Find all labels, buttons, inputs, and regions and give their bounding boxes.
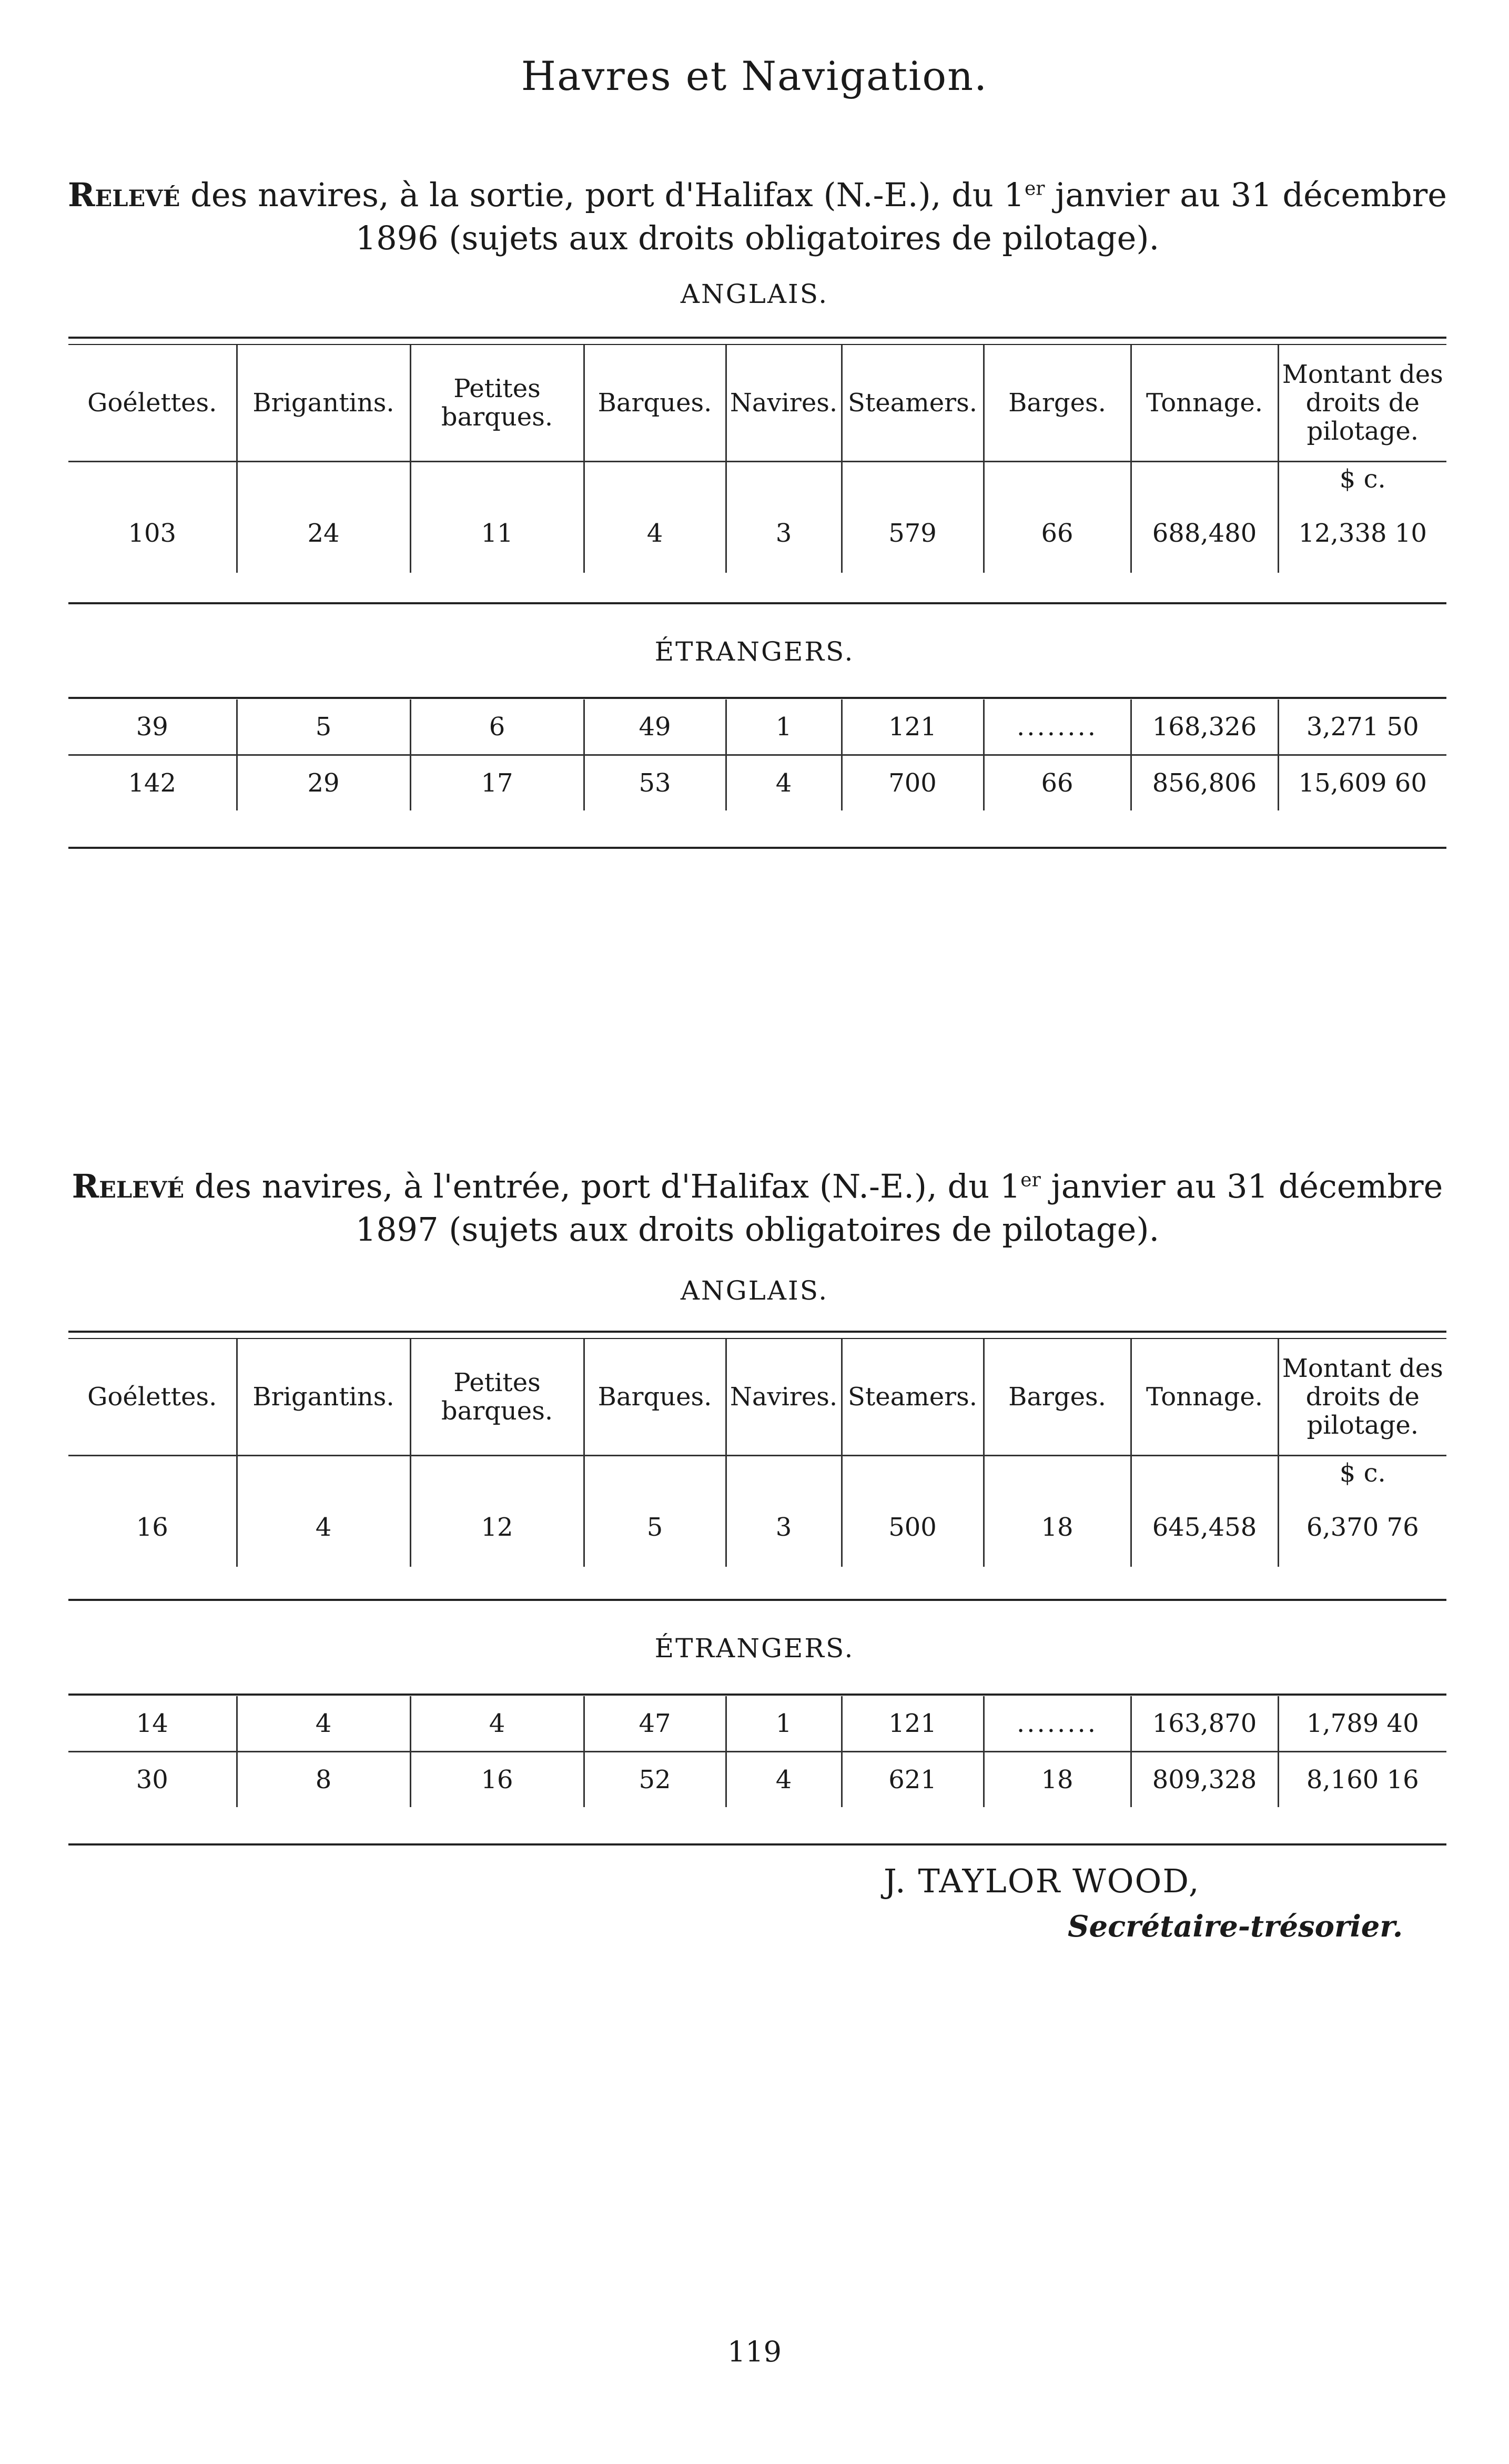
table-cell: 5	[584, 1488, 726, 1567]
section1-heading-lead: Relevé	[68, 176, 180, 214]
table-cell: ........	[984, 1696, 1131, 1752]
section1-etrangers-table	[68, 699, 1446, 810]
table-cell: 6,370 76	[1278, 1488, 1446, 1567]
table-cell: 66	[984, 494, 1131, 573]
table-cell: 5	[237, 699, 410, 755]
section2-heading-line1-text: des navires, à l'entrée, port d'Halifax (N.-E.), du 1	[184, 1167, 1021, 1205]
table-cell: 1,789 40	[1278, 1696, 1446, 1752]
column-header: Petites barques.	[410, 1339, 584, 1456]
section1-heading-sup: er	[1024, 178, 1045, 200]
section2-header-row	[68, 1339, 1446, 1456]
table-cell: 3	[726, 1488, 842, 1567]
column-header: Tonnage.	[1131, 345, 1278, 462]
table-cell: 700	[842, 755, 984, 811]
table-cell: 500	[842, 1488, 984, 1567]
column-header: Montant des droits de pilotage.	[1278, 1339, 1446, 1456]
table-cell: 1	[726, 699, 842, 755]
table-cell: 47	[584, 1696, 726, 1752]
table-cell: 11	[410, 494, 584, 573]
table-cell: 12	[410, 1488, 584, 1567]
table-cell: 103	[128, 519, 177, 548]
section1-bottom-rule	[68, 847, 1446, 849]
table-cell: 163,870	[1131, 1696, 1278, 1752]
table-cell: 142	[128, 768, 177, 798]
section1-heading-line2: 1896 (sujets aux droits obligatoires de pilotage).	[355, 219, 1160, 257]
table-cell: 17	[410, 755, 584, 811]
section2-etrangers-top-rule	[68, 1694, 1446, 1696]
section1-anglais-row	[68, 494, 1446, 573]
section1-mid-rule	[68, 602, 1446, 604]
section2-anglais-label: ANGLAIS.	[680, 1275, 829, 1306]
table-cell: 579	[842, 494, 984, 573]
table-cell: 4	[584, 494, 726, 573]
table-cell: 29	[237, 755, 410, 811]
table-cell: 4	[410, 1696, 584, 1752]
table-cell: 4	[237, 1696, 410, 1752]
section1-heading-line1-end: janvier au 31 décembre	[1045, 176, 1447, 214]
section1-etrangers-row	[68, 699, 1446, 755]
table-cell: 621	[842, 1752, 984, 1808]
section2-heading-lead: Relevé	[72, 1167, 185, 1205]
section2-heading	[63, 1165, 1452, 1251]
table-cell: 168,326	[1131, 699, 1278, 755]
section2-etrangers-table	[68, 1696, 1446, 1807]
column-header: Barges.	[984, 1339, 1131, 1456]
section2-etrangers-label: ÉTRANGERS.	[654, 1633, 855, 1664]
section1-unit-row	[68, 462, 1446, 494]
section1-heading-line1	[63, 174, 1452, 217]
table-cell: 18	[984, 1752, 1131, 1808]
section2-mid-rule	[68, 1599, 1446, 1601]
column-header: Petites barques.	[410, 345, 584, 462]
signature-name: J. TAYLOR WOOD,	[884, 1862, 1200, 1900]
section2-anglais-row	[68, 1488, 1446, 1567]
table-cell: 14	[68, 1696, 237, 1752]
column-header: Barques.	[584, 1339, 726, 1456]
table-cell: 16	[410, 1752, 584, 1808]
table-cell: 52	[584, 1752, 726, 1808]
table-cell: 30	[136, 1765, 168, 1794]
section1-anglais-table	[68, 345, 1446, 573]
table-cell: 8,160 16	[1278, 1752, 1446, 1808]
table-cell: 4	[726, 755, 842, 811]
section1-heading	[63, 174, 1452, 260]
table-cell: 8	[237, 1752, 410, 1808]
section2-heading-line1	[63, 1165, 1452, 1208]
column-header: Tonnage.	[1131, 1339, 1278, 1456]
column-header: Navires.	[726, 345, 842, 462]
table-cell: 66	[984, 755, 1131, 811]
table-cell: 856,806	[1131, 755, 1278, 811]
section2-heading-sup: er	[1020, 1169, 1041, 1191]
column-header: Steamers.	[842, 1339, 984, 1456]
unit-label: $ c.	[1278, 1456, 1446, 1488]
section1-header-row	[68, 345, 1446, 462]
column-header: Goélettes.	[68, 345, 237, 462]
section2-unit-row	[68, 1456, 1446, 1488]
table-cell: 809,328	[1131, 1752, 1278, 1808]
column-header: Brigantins.	[237, 345, 410, 462]
table-cell: 3	[726, 494, 842, 573]
table-cell: 1	[726, 1696, 842, 1752]
table-cell: 4	[726, 1752, 842, 1808]
section1-anglais-label: ANGLAIS.	[680, 279, 829, 309]
table-cell: 49	[584, 699, 726, 755]
column-header: Navires.	[726, 1339, 842, 1456]
section1-heading-line1-text: des navires, à la sortie, port d'Halifax (N.-E.), du 1	[180, 176, 1025, 214]
column-header: Barges.	[984, 345, 1131, 462]
section2-anglais-table	[68, 1339, 1446, 1567]
section1-etrangers-top-rule	[68, 697, 1446, 699]
table-cell: 645,458	[1131, 1488, 1278, 1567]
column-header: Brigantins.	[237, 1339, 410, 1456]
table-cell: 121	[842, 1696, 984, 1752]
section1-etrangers-label: ÉTRANGERS.	[654, 636, 855, 667]
table-cell: 24	[237, 494, 410, 573]
section1-total-row	[68, 755, 1446, 811]
table-cell: 18	[984, 1488, 1131, 1567]
table-cell: 4	[237, 1488, 410, 1567]
column-header: Barques.	[584, 345, 726, 462]
section2-etrangers-row	[68, 1696, 1446, 1752]
table-cell: 3,271 50	[1278, 699, 1446, 755]
table-cell: ........	[984, 699, 1131, 755]
signature-title: Secrétaire-trésorier.	[1068, 1909, 1403, 1944]
table-cell: 121	[842, 699, 984, 755]
section1-top-rule	[68, 337, 1446, 345]
table-cell: 15,609 60	[1278, 755, 1446, 811]
section2-bottom-rule	[68, 1843, 1446, 1846]
table-cell: 688,480	[1131, 494, 1278, 573]
section2-heading-line2: 1897 (sujets aux droits obligatoires de pilotage).	[355, 1210, 1160, 1249]
table-cell: 53	[584, 755, 726, 811]
unit-label: $ c.	[1278, 462, 1446, 494]
page-title: Havres et Navigation.	[521, 53, 988, 99]
section2-heading-line1-end: janvier au 31 décembre	[1040, 1167, 1443, 1205]
table-cell: 39	[68, 699, 237, 755]
column-header: Goélettes.	[68, 1339, 237, 1456]
table-cell: 16	[136, 1513, 168, 1542]
page-number: 119	[727, 2335, 782, 2368]
section2-top-rule	[68, 1331, 1446, 1339]
table-cell: 6	[410, 699, 584, 755]
column-header: Steamers.	[842, 345, 984, 462]
column-header: Montant des droits de pilotage.	[1278, 345, 1446, 462]
section2-total-row	[68, 1752, 1446, 1808]
table-cell: 12,338 10	[1278, 494, 1446, 573]
